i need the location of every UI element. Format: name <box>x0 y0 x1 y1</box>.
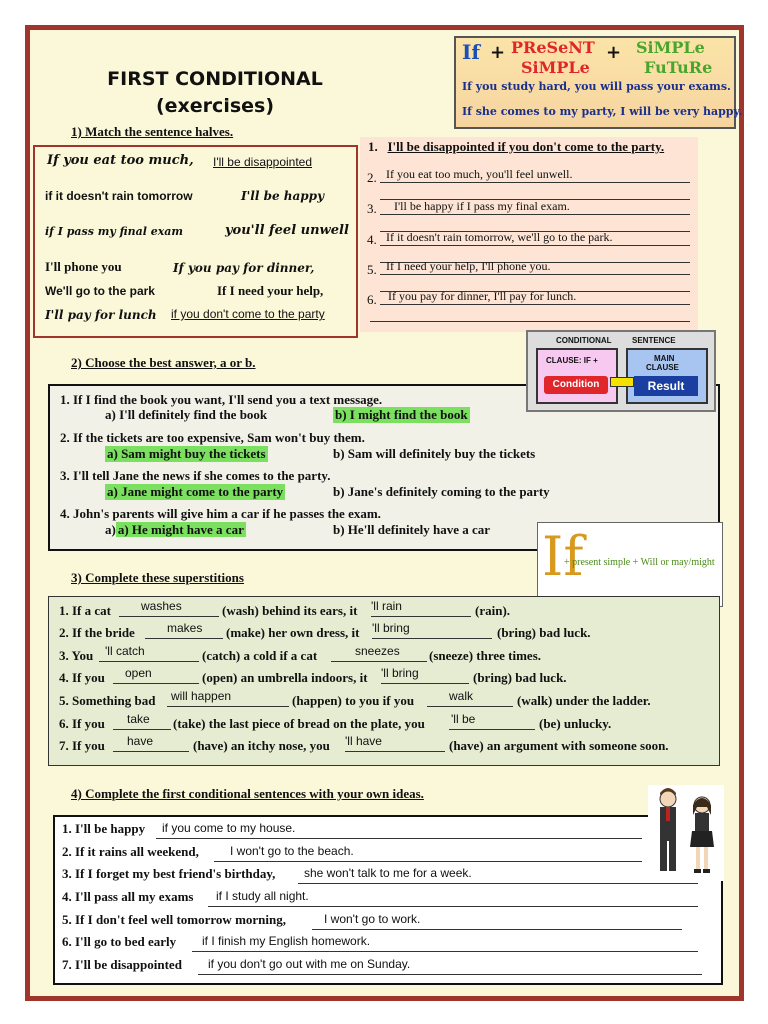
prompt-text: 3. If I forget my best friend's birthday, <box>62 866 276 881</box>
if-word: If <box>462 40 480 64</box>
section-1-heading: 1) Match the sentence halves. <box>71 124 234 139</box>
halve-a-2: if it doesn't rain tomorrow <box>45 189 193 203</box>
answer-field[interactable] <box>208 889 698 907</box>
students-illustration <box>648 785 724 881</box>
simple-word-2: SiMPLe <box>636 38 705 57</box>
blank-field[interactable] <box>331 644 427 662</box>
blank-answer: 'll be <box>451 712 476 726</box>
answer-line-blank <box>380 184 690 200</box>
prompt-text: 6. I'll go to bed early <box>62 934 177 949</box>
answer-line[interactable] <box>380 230 690 246</box>
simple-word-1: SiMPLe <box>521 58 590 77</box>
option-b-1[interactable]: b) I might find the book <box>335 407 468 422</box>
question-4: 4. John's parents will give him a car if he passes the exam. <box>60 506 381 521</box>
blank-answer: sneezes <box>355 644 400 658</box>
blank-field[interactable] <box>371 599 471 617</box>
answer-number: 6. <box>367 292 377 307</box>
prompt-text: 4. I'll pass all my exams <box>62 889 194 904</box>
answer-text: I won't go to work. <box>324 912 421 926</box>
blank-field[interactable] <box>113 666 199 684</box>
arrow-icon <box>610 377 634 387</box>
halve-a-6: I'll pay for lunch <box>45 308 157 322</box>
diagram-label-2: SENTENCE <box>632 336 676 345</box>
row-text: (make) her own dress, it <box>226 625 360 640</box>
row-text: (open) an umbrella indoors, it <box>202 670 368 685</box>
answer-number: 4. <box>367 232 377 247</box>
section-4-heading: 4) Complete the first conditional sentences with your own ideas. <box>71 786 424 801</box>
answer-text: I'll be happy if I pass my final exam. <box>394 199 570 213</box>
blank-answer: 'll catch <box>105 644 145 658</box>
title-line-2: (exercises) <box>155 95 275 117</box>
conditional-diagram <box>526 330 716 412</box>
halve-b-2: I'll be happy <box>241 189 325 203</box>
plus-sign: + <box>490 42 506 63</box>
prompt-text: 7. I'll be disappointed <box>62 957 182 972</box>
row-text: (wash) behind its ears, it <box>222 603 358 618</box>
answer-text: If you pay for dinner, I'll pay for lunch. <box>388 289 577 303</box>
row-text: (catch) a cold if a cat <box>202 648 318 663</box>
match-box <box>33 145 358 338</box>
plus-sign-2: + <box>606 42 622 63</box>
option-b-3[interactable]: b) Jane's definitely coming to the party <box>333 484 550 499</box>
blank-field[interactable] <box>372 621 492 639</box>
row-text: (sneeze) three times. <box>429 648 542 663</box>
halve-a-3: if I pass my final exam <box>45 225 184 238</box>
answer-text: she won't talk to me for a week. <box>304 866 472 880</box>
answer-number: 1. <box>368 139 378 154</box>
answer-field[interactable] <box>198 957 702 975</box>
page-title <box>105 66 325 120</box>
blank-answer: take <box>127 712 150 726</box>
question-2: 2. If the tickets are too expensive, Sam won't buy them. <box>60 430 365 445</box>
answer-line[interactable] <box>380 199 690 215</box>
answer-number: 2. <box>367 170 377 185</box>
halve-a-5: We'll go to the park <box>45 284 155 298</box>
present-word: PReSeNT <box>511 38 595 57</box>
title-line-1: FIRST CONDITIONAL <box>107 68 323 90</box>
row-text: (bring) bad luck. <box>473 670 567 685</box>
clause-label: CLAUSE <box>646 363 679 372</box>
answer-text: I'll be disappointed if you don't come to the party. <box>387 139 665 154</box>
result-pill: Result <box>634 376 698 396</box>
option-a-2[interactable]: a) Sam might buy the tickets <box>107 446 266 461</box>
blank-answer: 'll rain <box>371 599 402 613</box>
answer-text: if I finish my English homework. <box>202 934 371 948</box>
row-text: (take) the last piece of bread on the plate, you <box>173 716 425 731</box>
example-sentence-1: If you study hard, you will pass your exams. <box>462 80 731 93</box>
if-clause-label: CLAUSE: IF + <box>546 356 598 365</box>
blank-answer: 'll have <box>345 734 382 748</box>
row-text: (bring) bad luck. <box>497 625 591 640</box>
halve-b-1: I'll be disappointed <box>213 155 313 169</box>
answer-line[interactable] <box>380 167 690 183</box>
blank-answer: have <box>127 734 154 748</box>
if-clause-box <box>536 348 618 404</box>
option-a-1[interactable]: a) I'll definitely find the book <box>105 407 268 422</box>
row-text: 4. If you <box>59 670 105 685</box>
if-big-letter: If <box>542 525 584 588</box>
halve-a-1: If you eat too much, <box>47 153 194 168</box>
answer-text: if I study all night. <box>216 889 309 903</box>
condition-pill: Condition <box>544 376 608 394</box>
row-text: 5. Something bad <box>59 693 156 708</box>
answer-line[interactable] <box>380 259 690 275</box>
answer-text: If you eat too much, you'll feel unwell. <box>386 167 573 181</box>
answer-text: if you don't go out with me on Sunday. <box>208 957 411 971</box>
diagram-label-1: CONDITIONAL <box>556 336 612 345</box>
match-answers <box>360 137 698 332</box>
answer-field[interactable] <box>298 866 698 884</box>
row-text: 2. If the bride <box>59 625 135 640</box>
main-label: MAIN <box>654 354 675 363</box>
halve-b-6: if you don't come to the party <box>171 307 325 321</box>
answer-field[interactable] <box>214 844 642 862</box>
answer-number: 3. <box>367 201 377 216</box>
row-text: 1. If a cat <box>59 603 111 618</box>
if-formula-box <box>537 522 723 607</box>
row-text: 7. If you <box>59 738 105 753</box>
option-a-4[interactable]: a) a) He might have a car <box>105 522 244 537</box>
blank-answer: washes <box>141 599 182 613</box>
row-text: (happen) to you if you <box>292 693 415 708</box>
row-text: 3. You <box>59 648 94 663</box>
row-text: (walk) under the ladder. <box>517 693 651 708</box>
blank-field[interactable] <box>119 599 219 617</box>
halve-b-4: If you pay for dinner, <box>173 261 315 275</box>
main-clause-box <box>626 348 708 404</box>
section-2-heading: 2) Choose the best answer, a or b. <box>71 355 256 370</box>
answer-text: if you come to my house. <box>162 821 296 835</box>
if-formula-text: + present simple + Will or may/might <box>564 557 715 568</box>
answer-number: 5. <box>367 262 377 277</box>
option-a-4-text: a) He might have a car <box>117 522 244 537</box>
row-text: (be) unlucky. <box>539 716 612 731</box>
row-text: (have) an itchy nose, you <box>193 738 330 753</box>
blank-field[interactable] <box>427 689 513 707</box>
blank-answer: makes <box>167 621 203 635</box>
answer-row-1 <box>368 139 664 155</box>
blank-answer: open <box>125 666 152 680</box>
answer-field[interactable] <box>312 912 682 930</box>
option-b-4[interactable]: b) He'll definitely have a car <box>333 522 491 537</box>
blank-answer: walk <box>449 689 474 703</box>
blank-field[interactable] <box>167 689 289 707</box>
halve-b-5: If I need your help, <box>217 283 324 298</box>
answer-text: If it doesn't rain tomorrow, we'll go to the park. <box>386 230 613 244</box>
blank-answer: will happen <box>171 689 232 703</box>
prompt-text: 2. If it rains all weekend, <box>62 844 199 859</box>
answer-line-blank <box>370 306 690 322</box>
row-text: (have) an argument with someone soon. <box>449 738 669 753</box>
question-1: 1. If I find the book you want, I'll send you a text message. <box>60 392 383 407</box>
blank-field[interactable] <box>345 734 445 752</box>
answer-field[interactable] <box>192 934 698 952</box>
blank-answer: 'll bring <box>381 666 419 680</box>
halve-b-3: you'll feel unwell <box>225 223 349 238</box>
blank-field[interactable] <box>99 644 199 662</box>
blank-field[interactable] <box>381 666 469 684</box>
answer-field[interactable] <box>156 821 642 839</box>
future-word: FuTuRe <box>644 58 713 77</box>
blank-field[interactable] <box>145 621 223 639</box>
section-3-heading: 3) Complete these superstitions <box>71 570 244 585</box>
question-3: 3. I'll tell Jane the news if she comes to the party. <box>60 468 331 483</box>
answer-line[interactable] <box>380 289 690 305</box>
prompt-text: 1. I'll be happy <box>62 821 146 836</box>
blank-answer: 'll bring <box>372 621 410 635</box>
blank-field[interactable] <box>449 712 535 730</box>
blank-field[interactable] <box>113 712 171 730</box>
answer-text: If I need your help, I'll phone you. <box>386 259 551 273</box>
row-text: (rain). <box>475 603 511 618</box>
example-sentence-2: If she comes to my party, I will be very happy. <box>462 105 743 118</box>
prompt-text: 5. If I don't feel well tomorrow morning, <box>62 912 286 927</box>
halve-a-4: I'll phone you <box>45 259 122 274</box>
formula-banner <box>454 36 743 129</box>
blank-field[interactable] <box>113 734 189 752</box>
row-text: 6. If you <box>59 716 105 731</box>
option-b-2[interactable]: b) Sam will definitely buy the tickets <box>333 446 536 461</box>
answer-text: I won't go to the beach. <box>230 844 354 858</box>
option-a-3[interactable]: a) Jane might come to the party <box>107 484 284 499</box>
